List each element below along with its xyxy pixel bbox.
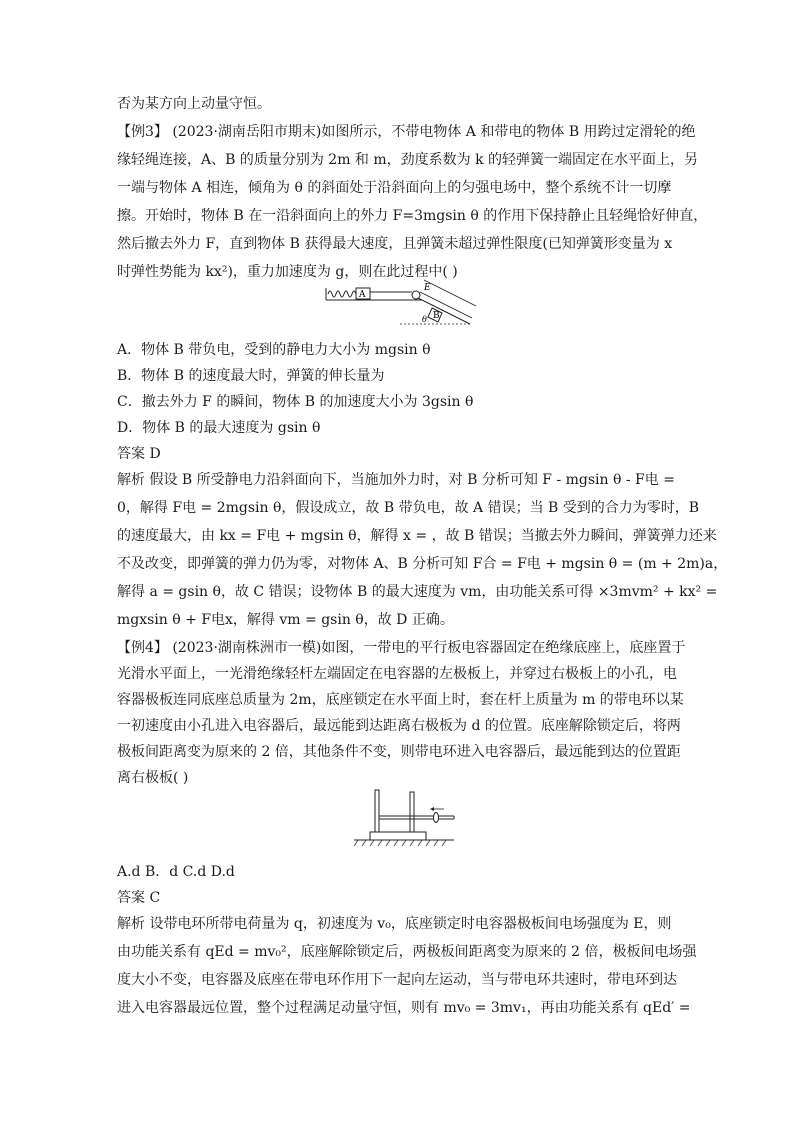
figure-incline-diagram: [320, 278, 480, 328]
example3-line-3: 一端与物体 A 相连，倾角为 θ 的斜面处于沿斜面向上的匀强电场中，整个系统不计一切摩: [117, 180, 672, 196]
right-plate: [410, 792, 414, 832]
example3-line-6: 时弹性势能为 kx²)，重力加速度为 g，则在此过程中( ): [117, 264, 458, 280]
example4-line-5: 极板间距离变为原来的 2 倍，其他条件不变，则带电环进入电容器后，最远能到达的位置距: [117, 744, 681, 760]
example4-options: A.d B．d C.d D.d: [117, 864, 235, 880]
option-b: B．物体 B 的速度最大时，弹簧的伸长量为: [117, 368, 385, 384]
example3-line-4: 擦。开始时，物体 B 在一沿斜面向上的外力 F=3mgsin θ 的作用下保持静止且轻绳恰好伸直，: [117, 208, 708, 224]
figure-capacitor-diagram: [350, 788, 460, 854]
label-b: B: [433, 311, 440, 321]
analysis2-line-4: 进入电容器最远位置，整个过程满足动量守恒，则有 mv₀ = 3mv₁，再由功能关系有 qEd′ =: [117, 1000, 691, 1016]
analysis-line-6: mgxsin θ + F电x，解得 vm = gsin θ，故 D 正确。: [117, 612, 454, 628]
analysis-line-5: 解得 a = gsin θ，故 C 错误；设物体 B 的最大速度为 vm，由功能关系可得 ×3mvm² + kx² =: [117, 584, 718, 600]
label-e: E: [424, 283, 431, 293]
example4-line-6: 离右极板( ): [117, 770, 189, 786]
analysis-line-1: 解析 假设 B 所受静电力沿斜面向下，当施加外力时，对 B 分析可知 F - mgsin θ - F电 =: [117, 472, 675, 488]
option-a: A．物体 B 带负电，受到的静电力大小为 mgsin θ: [117, 342, 431, 358]
option-d: D．物体 B 的最大速度为 gsin θ: [117, 420, 321, 436]
answer-line: 答案 D: [117, 446, 161, 462]
analysis2-line-3: 度大小不变，电容器及底座在带电环作用下一起向左运动，当与带电环共速时，带电环到达: [117, 972, 677, 988]
example3-line-2: 缘轻绳连接，A、B 的质量分别为 2m 和 m，劲度系数为 k 的轻弹簧一端固定在水平面上，另: [117, 152, 699, 168]
answer-line-2: 答案 C: [117, 890, 161, 906]
example4-line-3: 容器极板连同底座总质量为 2m，底座锁定在水平面上时，套在杆上质量为 m 的带电环以某: [117, 692, 684, 708]
analysis2-line-2: 由功能关系有 qEd = mv₀²，底座解除锁定后，两极板间距离变为原来的 2 倍，极板间电场强: [117, 944, 697, 960]
pulley: [412, 291, 420, 299]
example4-line-1: 【例4】 (2023·湖南株洲市一模)如图，一带电的平行板电容器固定在绝缘底座上，底座置于: [117, 640, 686, 656]
example3-line-5: 然后撤去外力 F，直到物体 B 获得最大速度，且弹簧未超过弹性限度(已知弹簧形变量为 x: [117, 236, 673, 252]
label-theta: θ: [422, 315, 427, 324]
example4-line-4: 一初速度由小孔进入电容器后，最远能到达距离右极板为 d 的位置。底座解除锁定后，将两: [117, 718, 681, 734]
left-plate: [375, 790, 379, 832]
analysis-line-3: 的速度最大，由 kx = F电 + mgsin θ，解得 x = ，故 B 错误；当撤去外力瞬间，弹簧弹力还来: [117, 528, 717, 544]
charged-ring: [434, 813, 439, 823]
option-c: C．撤去外力 F 的瞬间，物体 B 的加速度大小为 3gsin θ: [117, 394, 474, 410]
analysis-line-4: 不及改变，即弹簧的弹力仍为零，对物体 A、B 分析可知 F合 = F电 + mgsin θ = (m + 2m)a，: [117, 556, 728, 572]
example4-line-2: 光滑水平面上，一光滑绝缘轻杆左端固定在电容器的左极板上，并穿过右极板上的小孔，电: [117, 666, 677, 682]
base: [370, 832, 426, 840]
text-line-1: 否为某方向上动量守恒。: [117, 96, 271, 112]
example3-line-1: 【例3】 (2023·湖南岳阳市期末)如图所示，不带电物体 A 和带电的物体 B 用跨过定滑轮的绝: [117, 124, 696, 140]
analysis-line-2: 0，解得 F电 = 2mgsin θ，假设成立，故 B 带负电，故 A 错误；当 B 受到的合力为零时，B: [117, 500, 700, 516]
label-a: A: [359, 290, 366, 300]
analysis2-line-1: 解析 设带电环所带电荷量为 q，初速度为 v₀，底座锁定时电容器极板间电场强度为 E，则: [117, 916, 672, 932]
